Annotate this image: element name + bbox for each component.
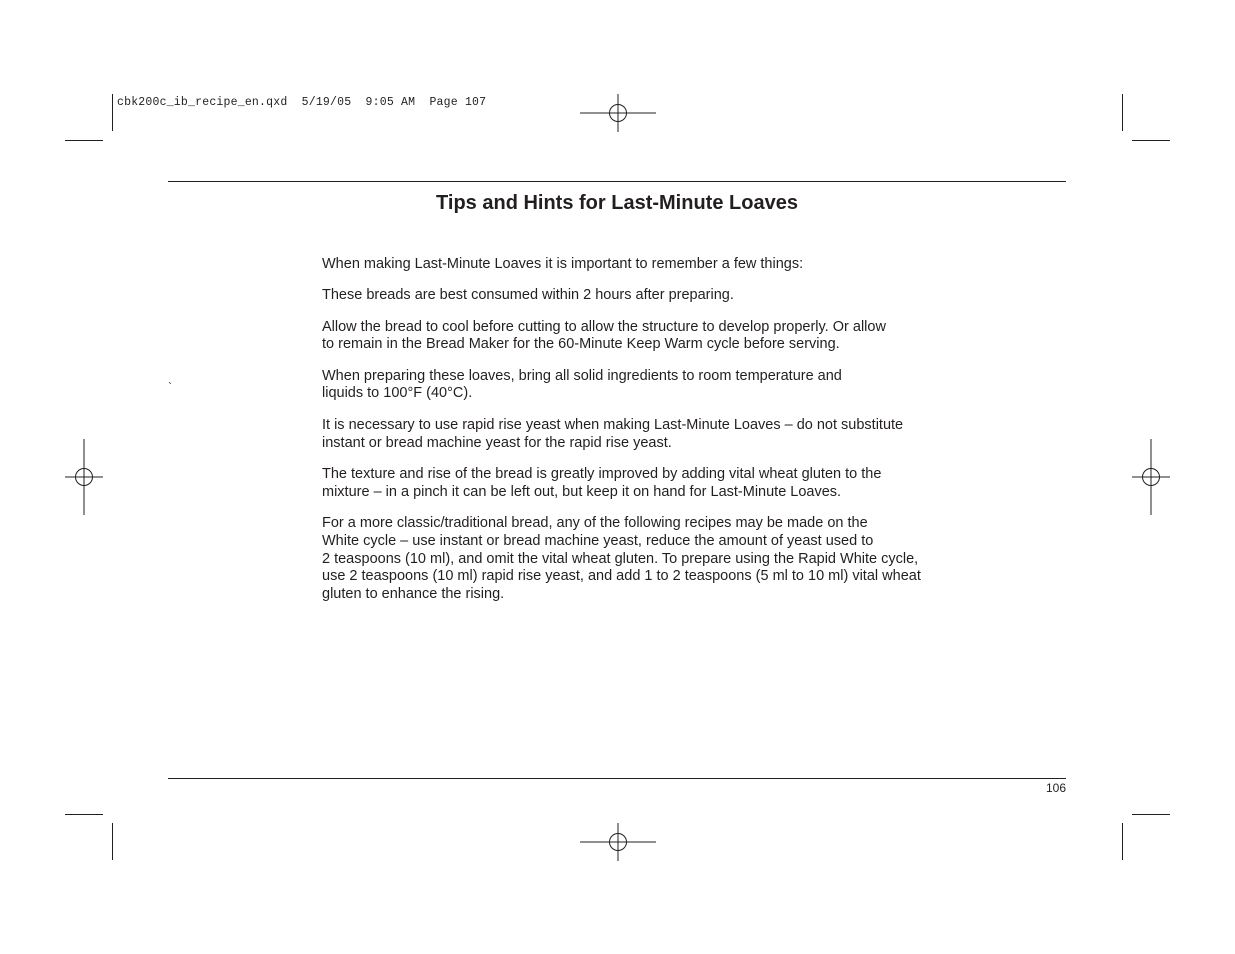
paragraph <box>322 417 1022 453</box>
crop-mark <box>112 94 113 131</box>
crop-mark <box>1132 140 1170 141</box>
page-number: 106 <box>1045 781 1066 795</box>
paragraph <box>322 466 1022 502</box>
paragraph <box>322 256 1022 274</box>
text-line: When preparing these loaves, bring all solid ingredients to room temperature and <box>322 367 842 384</box>
text-line: gluten to enhance the rising. <box>322 586 505 603</box>
crop-mark <box>1122 823 1123 860</box>
text-line: instant or bread machine yeast for the rapid rise yeast. <box>322 434 672 451</box>
registration-mark-icon <box>580 94 656 132</box>
text-line: For a more classic/traditional bread, any of the following recipes may be made on the <box>322 514 868 531</box>
crop-mark <box>1132 814 1170 815</box>
text-line: use 2 teaspoons (10 ml) rapid rise yeast, and add 1 to 2 teaspoons (5 ml to 10 ml) vital wheat <box>322 568 921 585</box>
header-rule <box>168 181 1066 182</box>
text-line: Allow the bread to cool before cutting to allow the structure to develop properly. Or allow <box>322 318 886 335</box>
registration-mark-icon <box>580 823 656 861</box>
text-line: The texture and rise of the bread is greatly improved by adding vital wheat gluten to the <box>322 465 882 482</box>
registration-mark-icon <box>1132 439 1170 515</box>
paragraph <box>322 319 1022 355</box>
crop-mark <box>1122 94 1123 131</box>
text-line: mixture – in a pinch it can be left out, but keep it on hand for Last-Minute Loaves. <box>322 483 842 500</box>
text-line: These breads are best consumed within 2 hours after preparing. <box>322 287 734 304</box>
paragraph <box>322 287 1022 305</box>
text-line: It is necessary to use rapid rise yeast when making Last-Minute Loaves – do not substitute <box>322 416 904 433</box>
registration-mark-icon <box>65 439 103 515</box>
paragraph <box>322 515 1022 604</box>
crop-mark <box>65 140 103 141</box>
text-line: When making Last-Minute Loaves it is important to remember a few things: <box>322 256 804 272</box>
footer-rule <box>168 778 1066 779</box>
text-line: liquids to 100°F (40°C). <box>322 385 473 402</box>
crop-mark <box>112 823 113 860</box>
text-line: 2 teaspoons (10 ml), and omit the vital wheat gluten. To prepare using the Rapid White cycle, <box>322 550 919 567</box>
page-title: Tips and Hints for Last-Minute Loaves <box>436 192 798 214</box>
stray-mark: ` <box>168 380 172 394</box>
print-slug: cbk200c_ib_recipe_en.qxd 5/19/05 9:05 AM Page 107 <box>117 96 487 109</box>
text-line: to remain in the Bread Maker for the 60-Minute Keep Warm cycle before serving. <box>322 336 840 353</box>
paragraph <box>322 368 1022 404</box>
crop-mark <box>65 814 103 815</box>
body-text <box>322 256 1022 617</box>
text-line: White cycle – use instant or bread machine yeast, reduce the amount of yeast used to <box>322 532 874 549</box>
